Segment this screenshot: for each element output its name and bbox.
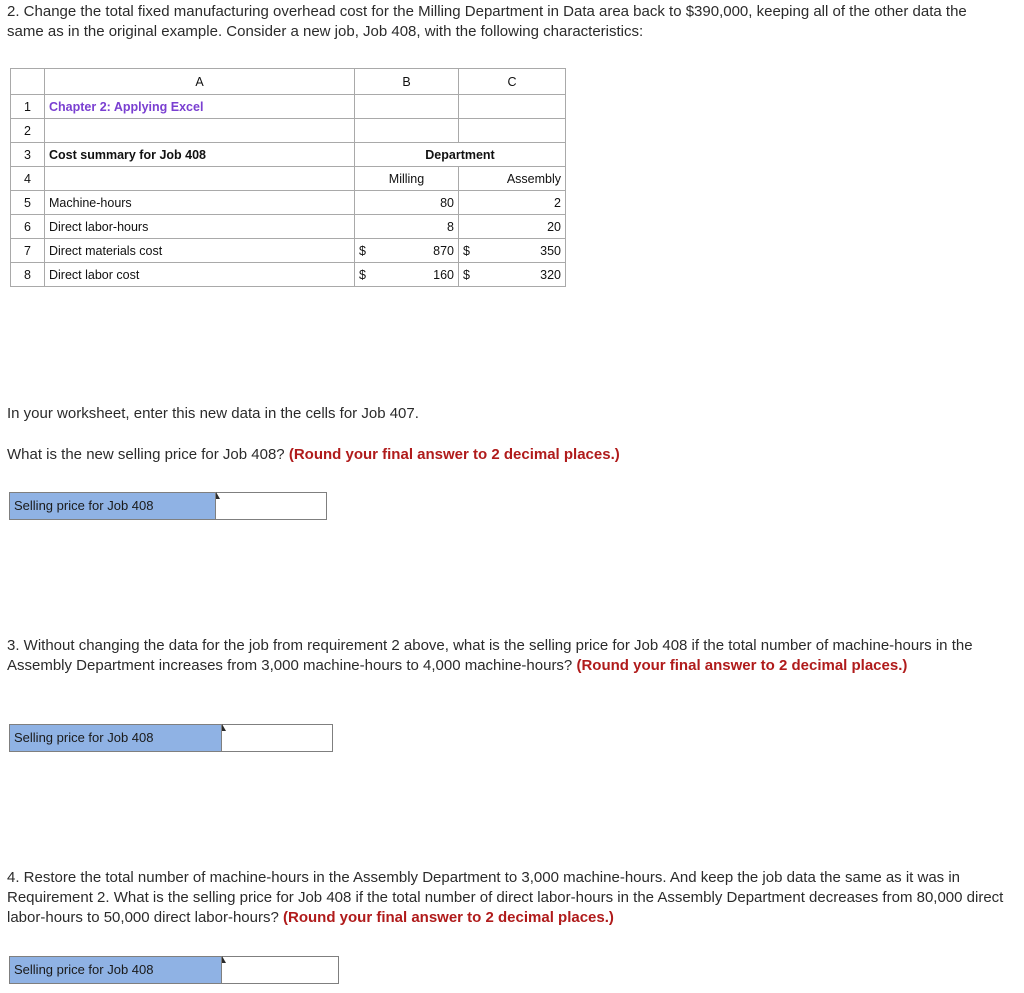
row-number: 6 [11, 215, 45, 239]
milling-value: 8 [447, 219, 454, 234]
col-header-b: B [355, 69, 459, 95]
department-heading: Department [355, 143, 566, 167]
q2-prompt: 2. Change the total fixed manufacturing overhead cost for the Milling Department in Data area back to $390,000, keeping all of the other data the same as in the original example. Consider a new job, Job 408, with the following characteristics: [7, 3, 967, 40]
input-marker-icon [216, 492, 220, 499]
row-label: Direct materials cost [45, 239, 355, 263]
assembly-heading: Assembly [459, 167, 566, 191]
q3-selling-price-input[interactable] [222, 725, 332, 751]
currency-symbol: $ [463, 243, 470, 258]
spreadsheet [10, 68, 566, 287]
q2-answer-row [9, 492, 327, 520]
q3-answer-row [9, 724, 333, 752]
assembly-value: 320 [540, 267, 561, 282]
sheet-row-5 [11, 191, 566, 215]
sheet-row-1 [11, 95, 566, 119]
enter-data-instruction: In your worksheet, enter this new data in the cells for Job 407. [7, 405, 419, 422]
q4-answer-row [9, 956, 339, 984]
row-number: 4 [11, 167, 45, 191]
q2-answer-label: Selling price for Job 408 [10, 493, 216, 519]
corner-cell [11, 69, 45, 95]
assembly-value: 350 [540, 243, 561, 258]
sheet-row-2 [11, 119, 566, 143]
sheet-row-3 [11, 143, 566, 167]
row-number: 3 [11, 143, 45, 167]
sheet-title: Chapter 2: Applying Excel [45, 95, 355, 119]
row-label: Direct labor-hours [45, 215, 355, 239]
q2-selling-price-input[interactable] [216, 493, 326, 519]
currency-symbol: $ [359, 243, 366, 258]
sheet-row-7 [11, 239, 566, 263]
input-marker-icon [222, 724, 226, 731]
q4-answer-label: Selling price for Job 408 [10, 957, 222, 983]
sheet-row-8 [11, 263, 566, 287]
milling-value: 160 [433, 267, 454, 282]
col-header-a: A [45, 69, 355, 95]
col-header-c: C [459, 69, 566, 95]
row-number: 2 [11, 119, 45, 143]
column-header-row [11, 69, 566, 95]
milling-heading: Milling [355, 167, 459, 191]
input-marker-icon [222, 956, 226, 963]
milling-value: 870 [433, 243, 454, 258]
sheet-row-6 [11, 215, 566, 239]
milling-value: 80 [440, 195, 454, 210]
assembly-value: 20 [547, 219, 561, 234]
q3-prompt: 3. Without changing the data for the job from requirement 2 above, what is the selling price for Job 408 if the total number of machine-hours in the Assembly Department increases from 3,000 machine-hours to 4,000 machine-hours? (Round your final answer to 2 decimal places.) [7, 637, 973, 674]
row-label: Machine-hours [45, 191, 355, 215]
cost-summary-heading: Cost summary for Job 408 [45, 143, 355, 167]
q3-answer-label: Selling price for Job 408 [10, 725, 222, 751]
q2-question: What is the new selling price for Job 408? (Round your final answer to 2 decimal places.) [7, 446, 620, 463]
sheet-row-4 [11, 167, 566, 191]
q4-selling-price-input[interactable] [222, 957, 338, 983]
currency-symbol: $ [463, 267, 470, 282]
row-number: 7 [11, 239, 45, 263]
q2-round-note: (Round your final answer to 2 decimal places.) [288, 446, 620, 463]
assembly-value: 2 [554, 195, 561, 210]
row-number: 8 [11, 263, 45, 287]
q4-round-note: (Round your final answer to 2 decimal places.) [283, 909, 614, 926]
row-label: Direct labor cost [45, 263, 355, 287]
row-number: 1 [11, 95, 45, 119]
row-number: 5 [11, 191, 45, 215]
q3-round-note: (Round your final answer to 2 decimal places.) [576, 657, 908, 674]
currency-symbol: $ [359, 267, 366, 282]
q4-prompt: 4. Restore the total number of machine-hours in the Assembly Department to 3,000 machine-hours. And keep the job data the same as it was in Requirement 2. What is the selling price for Job 408 if the total number of direct labor-hours in the Assembly Department decreases from 80,000 direct labor-hours to 50,000 direct labor-hours? (Round your final answer to 2 decimal places.) [7, 869, 1004, 926]
